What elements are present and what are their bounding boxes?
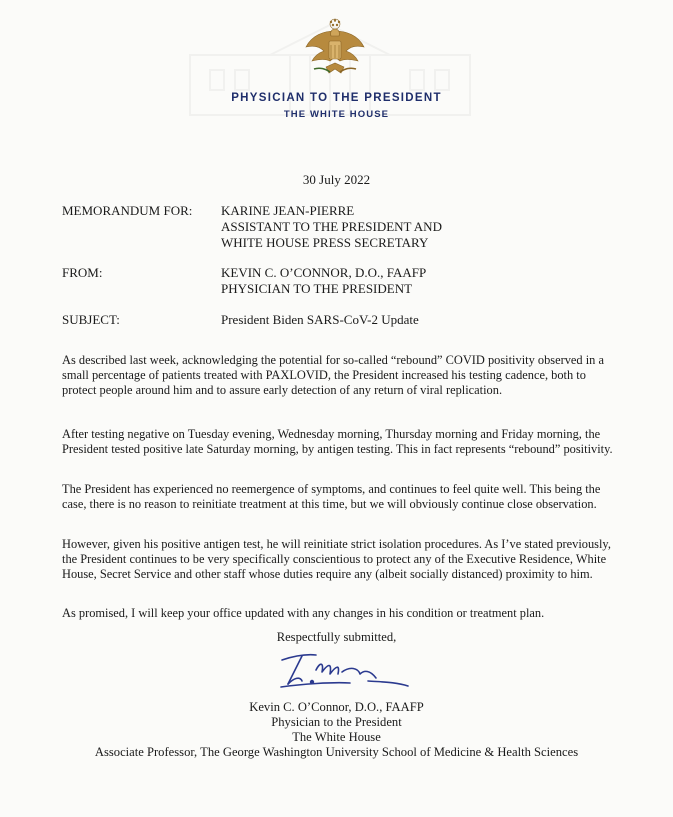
signer-affiliation: Associate Professor, The George Washington University School of Medicine & Health Sciences [94,745,579,759]
from-label: FROM: [62,265,103,280]
subject-text: President Biden SARS-CoV-2 Update [221,312,419,327]
body-paragraph: The President has experienced no reemergence of symptoms, and continues to feel quite well. This being the case, there is no reason to reinitiate treatment at this time, but we will obviously continue close observation. [62,482,601,511]
recipient-line: WHITE HOUSE PRESS SECRETARY [221,235,429,250]
memo-date: 30 July 2022 [302,172,371,187]
handwritten-signature-icon [272,648,412,693]
body-paragraph: As promised, I will keep your office updated with any changes in his condition or treatment plan. [62,606,545,620]
signer-title: Physician to the President [271,715,402,729]
letterhead-subtitle: THE WHITE HOUSE [283,109,390,120]
body-paragraph: After testing negative on Tuesday evening, Wednesday morning, Thursday morning and Friday morning, the President tested positive late Saturday morning, by antigen testing. This in fact represents “rebound” positivity. [62,427,613,456]
recipient-line: KARINE JEAN-PIERRE [221,203,355,218]
signer-office: The White House [292,730,381,744]
signer-name: Kevin C. O’Connor, D.O., FAAFP [249,700,424,714]
sender-line: PHYSICIAN TO THE PRESIDENT [221,281,413,296]
eagle-seal-icon [304,17,366,81]
subject-label: SUBJECT: [62,312,120,327]
body-paragraph: However, given his positive antigen test, he will reinitiate strict isolation procedures. As I’ve stated previously, the President continues to be very specifically conscientious to protect any of the Executive Residence, White House, Secret Service and other staff whose duties require any (albeit socially distanced) proximity to him. [62,537,611,581]
memo-subject [221,312,419,328]
recipient-line: ASSISTANT TO THE PRESIDENT AND [221,219,442,234]
signature-block [0,700,673,760]
memorandum-recipient [221,203,442,251]
sender-line: KEVIN C. O’CONNOR, D.O., FAAFP [221,265,427,280]
memo-sender [221,265,426,297]
memorandum-for-label: MEMORANDUM FOR: [62,203,193,218]
letterhead-title: PHYSICIAN TO THE PRESIDENT [231,92,442,104]
body-paragraph: As described last week, acknowledging the potential for so-called “rebound” COVID positivity observed in a small percentage of patients treated with PAXLOVID, the President increased his testing cadence, both to protect people around him and to assure early detection of any return of viral replication. [62,353,604,397]
closing-salutation: Respectfully submitted, [276,630,397,644]
